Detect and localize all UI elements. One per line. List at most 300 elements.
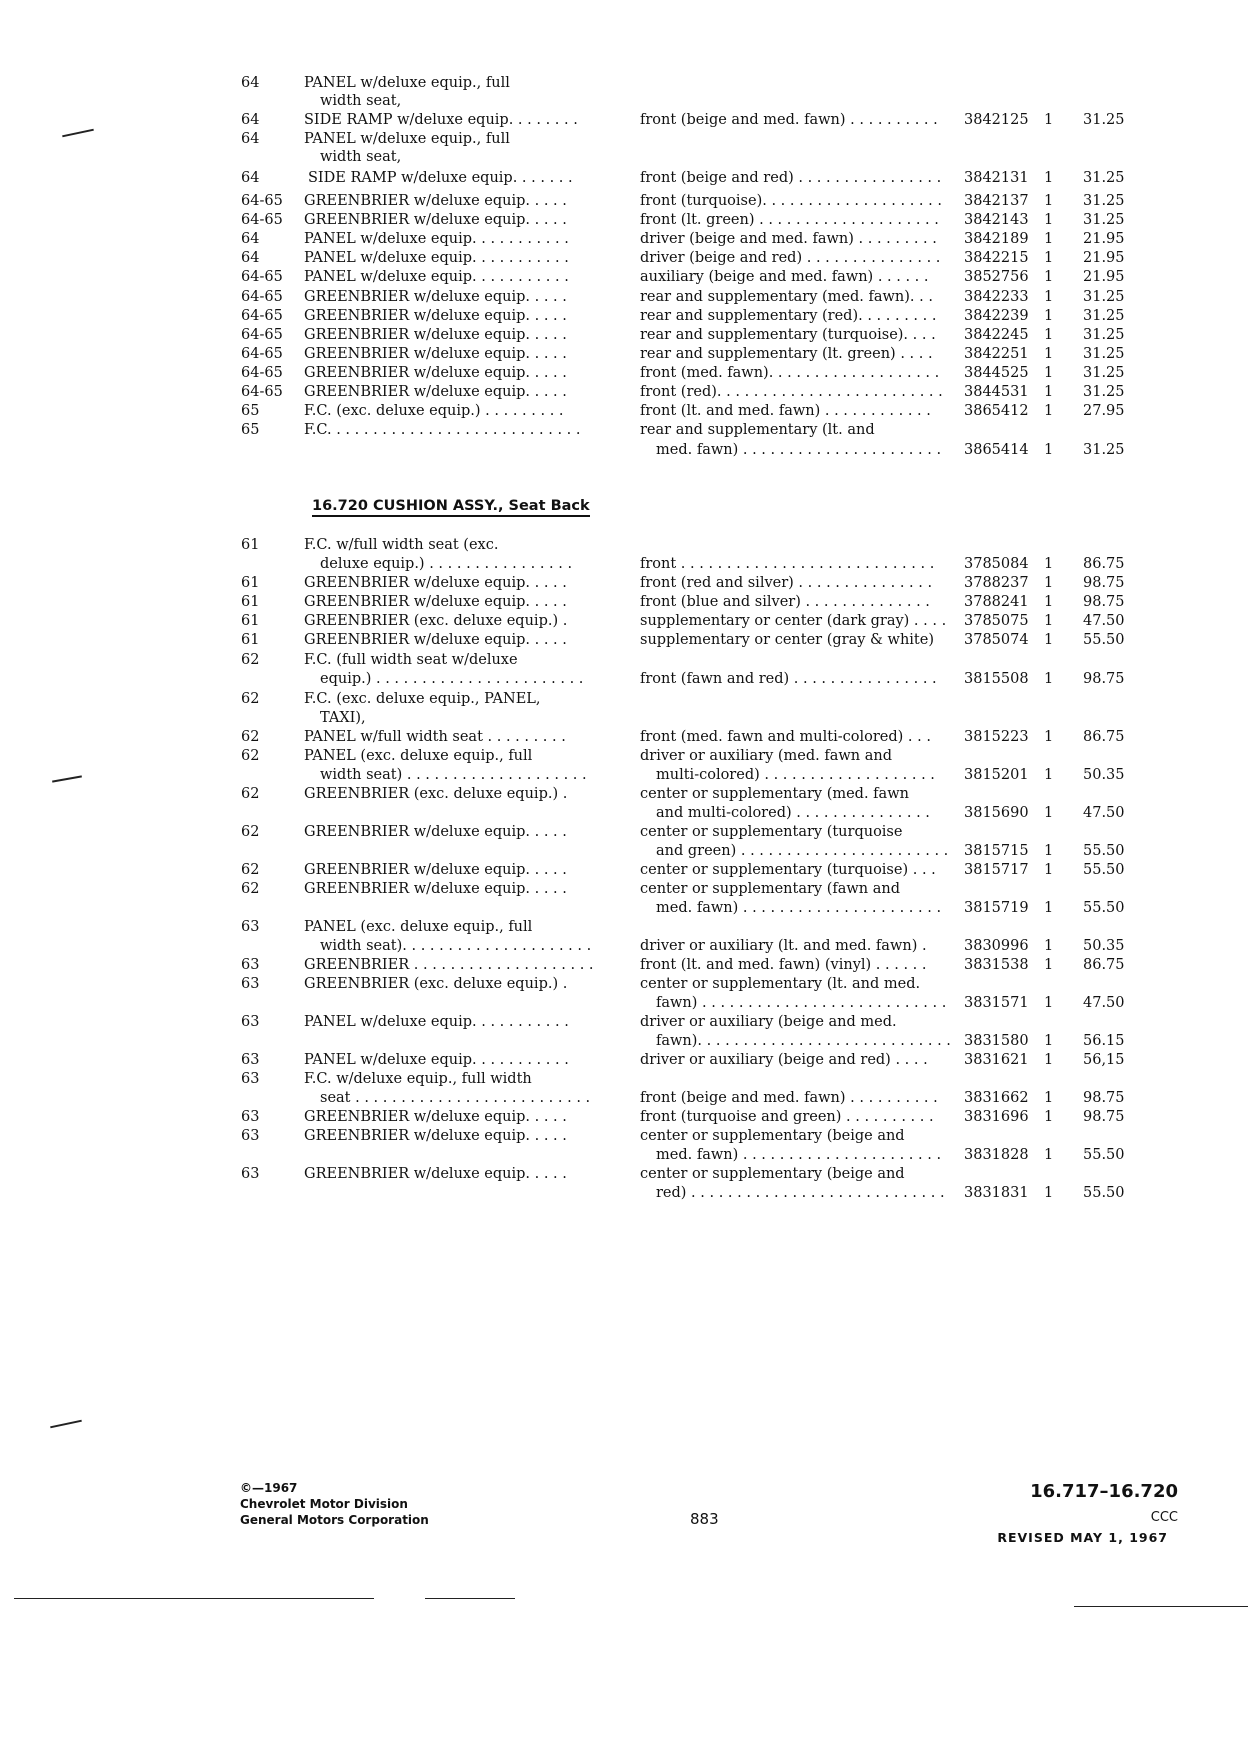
description: front (turquoise and green) . . . . . . . . . . bbox=[640, 1109, 934, 1125]
price: 47.50 bbox=[1083, 613, 1125, 629]
description: rear and supplementary (med. fawn). . . bbox=[640, 289, 933, 305]
table-row bbox=[0, 956, 1248, 976]
price: 31.25 bbox=[1083, 308, 1125, 324]
price: 50.35 bbox=[1083, 938, 1125, 954]
part-number: 3815201 bbox=[964, 767, 1029, 783]
price: 21.95 bbox=[1083, 269, 1125, 285]
description: supplementary or center (dark gray) . . . . bbox=[640, 613, 947, 629]
price: 98.75 bbox=[1083, 671, 1125, 687]
table-row bbox=[0, 747, 1248, 767]
year: 64-65 bbox=[241, 193, 283, 209]
part-number: 3831831 bbox=[964, 1185, 1029, 1201]
year: 63 bbox=[241, 919, 260, 935]
revised-date: REVISED MAY 1, 1967 bbox=[997, 1530, 1168, 1545]
year: 63 bbox=[241, 976, 260, 992]
model: PANEL (exc. deluxe equip., full bbox=[304, 919, 533, 935]
part-number: 3831580 bbox=[964, 1033, 1029, 1049]
description: front (lt. green) . . . . . . . . . . . . . . . . . . . . bbox=[640, 212, 939, 228]
year: 64-65 bbox=[241, 384, 283, 400]
description-cont: med. fawn) . . . . . . . . . . . . . . . . . . . . . . bbox=[656, 1147, 942, 1163]
price: 31.25 bbox=[1083, 327, 1125, 343]
price: 86.75 bbox=[1083, 556, 1125, 572]
table-row bbox=[0, 249, 1248, 269]
publisher-block bbox=[240, 1480, 429, 1528]
year: 62 bbox=[241, 862, 260, 878]
table-row bbox=[0, 728, 1248, 748]
table-row bbox=[0, 1108, 1248, 1128]
model: GREENBRIER w/deluxe equip. . . . . bbox=[304, 594, 567, 610]
year: 64-65 bbox=[241, 327, 283, 343]
price: 31.25 bbox=[1083, 289, 1125, 305]
price: 50.35 bbox=[1083, 767, 1125, 783]
year: 63 bbox=[241, 1071, 260, 1087]
table-row-cont bbox=[0, 148, 1248, 168]
part-number: 3815223 bbox=[964, 729, 1029, 745]
description: rear and supplementary (lt. green) . . . . bbox=[640, 346, 933, 362]
year: 61 bbox=[241, 537, 260, 553]
description-cont: fawn). . . . . . . . . . . . . . . . . . . . . . . . . . . . bbox=[656, 1033, 951, 1049]
model: PANEL w/deluxe equip. . . . . . . . . . . bbox=[304, 269, 569, 285]
price: 31.25 bbox=[1083, 365, 1125, 381]
table-row-cont bbox=[0, 804, 1248, 824]
description: front (red and silver) . . . . . . . . . . . . . . . bbox=[640, 575, 933, 591]
corporation: General Motors Corporation bbox=[240, 1513, 429, 1527]
price: 55.50 bbox=[1083, 1185, 1125, 1201]
description: front (beige and med. fawn) . . . . . . . . . . bbox=[640, 1090, 938, 1106]
table-row-cont bbox=[0, 1146, 1248, 1166]
description: front (turquoise). . . . . . . . . . . . . . . . . . . . bbox=[640, 193, 942, 209]
description: center or supplementary (med. fawn bbox=[640, 786, 909, 802]
model: PANEL (exc. deluxe equip., full bbox=[304, 748, 533, 764]
quantity: 1 bbox=[1044, 289, 1054, 305]
quantity: 1 bbox=[1044, 112, 1054, 128]
quantity: 1 bbox=[1044, 594, 1054, 610]
table-row bbox=[0, 1013, 1248, 1033]
quantity: 1 bbox=[1044, 403, 1054, 419]
part-number: 3842251 bbox=[964, 346, 1029, 362]
description: center or supplementary (turquoise bbox=[640, 824, 903, 840]
description: driver (beige and med. fawn) . . . . . . . . . bbox=[640, 231, 937, 247]
quantity: 1 bbox=[1044, 938, 1054, 954]
quantity: 1 bbox=[1044, 250, 1054, 266]
price: 55.50 bbox=[1083, 862, 1125, 878]
part-number: 3785074 bbox=[964, 632, 1029, 648]
table-row bbox=[0, 421, 1248, 441]
quantity: 1 bbox=[1044, 327, 1054, 343]
part-number: 3788241 bbox=[964, 594, 1029, 610]
year: 61 bbox=[241, 613, 260, 629]
year: 62 bbox=[241, 786, 260, 802]
table-row bbox=[0, 861, 1248, 881]
part-number: 3785075 bbox=[964, 613, 1029, 629]
year: 64-65 bbox=[241, 308, 283, 324]
description-cont: and multi-colored) . . . . . . . . . . . . . . . bbox=[656, 805, 930, 821]
year: 64 bbox=[241, 75, 260, 91]
price: 47.50 bbox=[1083, 995, 1125, 1011]
quantity: 1 bbox=[1044, 862, 1054, 878]
model: GREENBRIER w/deluxe equip. . . . . bbox=[304, 289, 567, 305]
model: GREENBRIER w/deluxe equip. . . . . bbox=[304, 327, 567, 343]
price: 31.25 bbox=[1083, 384, 1125, 400]
copyright: ©—1967 bbox=[240, 1481, 298, 1495]
model: SIDE RAMP w/deluxe equip. . . . . . . . bbox=[304, 112, 578, 128]
model-cont: width seat, bbox=[320, 149, 402, 165]
table-row bbox=[0, 1051, 1248, 1071]
year: 63 bbox=[241, 1052, 260, 1068]
part-number: 3844531 bbox=[964, 384, 1029, 400]
model: GREENBRIER w/deluxe equip. . . . . bbox=[304, 1128, 567, 1144]
quantity: 1 bbox=[1044, 1185, 1054, 1201]
model: GREENBRIER (exc. deluxe equip.) . bbox=[304, 976, 568, 992]
model: GREENBRIER w/deluxe equip. . . . . bbox=[304, 384, 567, 400]
quantity: 1 bbox=[1044, 729, 1054, 745]
quantity: 1 bbox=[1044, 231, 1054, 247]
part-number: 3788237 bbox=[964, 575, 1029, 591]
table-row bbox=[0, 1127, 1248, 1147]
table-row bbox=[0, 192, 1248, 212]
year: 62 bbox=[241, 729, 260, 745]
table-row-cont bbox=[0, 899, 1248, 919]
year: 65 bbox=[241, 403, 260, 419]
price: 56.15 bbox=[1083, 1033, 1125, 1049]
description: front (fawn and red) . . . . . . . . . . . . . . . . bbox=[640, 671, 937, 687]
part-number: 3831621 bbox=[964, 1052, 1029, 1068]
part-number: 3865412 bbox=[964, 403, 1029, 419]
table-row-cont bbox=[0, 709, 1248, 729]
rule-line bbox=[14, 1598, 374, 1599]
model: GREENBRIER w/deluxe equip. . . . . bbox=[304, 308, 567, 324]
price: 21.95 bbox=[1083, 231, 1125, 247]
part-number: 3842131 bbox=[964, 170, 1029, 186]
description: front (med. fawn). . . . . . . . . . . . . . . . . . . bbox=[640, 365, 940, 381]
description: rear and supplementary (red). . . . . . . . . bbox=[640, 308, 937, 324]
description-cont: and green) . . . . . . . . . . . . . . . . . . . . . . . bbox=[656, 843, 949, 859]
part-number: 3842245 bbox=[964, 327, 1029, 343]
description: driver (beige and red) . . . . . . . . . . . . . . . bbox=[640, 250, 941, 266]
model: PANEL w/full width seat . . . . . . . . . bbox=[304, 729, 566, 745]
description: driver or auxiliary (lt. and med. fawn) . bbox=[640, 938, 927, 954]
description: front (beige and red) . . . . . . . . . . . . . . . . bbox=[640, 170, 942, 186]
table-row bbox=[0, 326, 1248, 346]
model: F.C. (full width seat w/deluxe bbox=[304, 652, 518, 668]
model-cont: width seat). . . . . . . . . . . . . . . . . . . . . bbox=[320, 938, 592, 954]
table-row bbox=[0, 975, 1248, 995]
rule-line bbox=[425, 1598, 515, 1599]
year: 64 bbox=[241, 250, 260, 266]
description-cont: med. fawn) . . . . . . . . . . . . . . . . . . . . . . bbox=[656, 442, 942, 458]
part-number: 3842215 bbox=[964, 250, 1029, 266]
model: GREENBRIER (exc. deluxe equip.) . bbox=[304, 786, 568, 802]
part-number: 3842239 bbox=[964, 308, 1029, 324]
price: 86.75 bbox=[1083, 729, 1125, 745]
price: 98.75 bbox=[1083, 594, 1125, 610]
quantity: 1 bbox=[1044, 170, 1054, 186]
year: 64-65 bbox=[241, 365, 283, 381]
model: GREENBRIER w/deluxe equip. . . . . bbox=[304, 575, 567, 591]
model: F.C. w/full width seat (exc. bbox=[304, 537, 499, 553]
description: rear and supplementary (lt. and bbox=[640, 422, 875, 438]
table-row bbox=[0, 383, 1248, 403]
table-row bbox=[0, 74, 1248, 94]
table-row-cont bbox=[0, 441, 1248, 461]
year: 64 bbox=[241, 170, 260, 186]
quantity: 1 bbox=[1044, 995, 1054, 1011]
table-row-cont bbox=[0, 92, 1248, 112]
model: GREENBRIER w/deluxe equip. . . . . bbox=[304, 365, 567, 381]
section-range: 16.717–16.720 bbox=[1030, 1481, 1178, 1502]
quantity: 1 bbox=[1044, 193, 1054, 209]
model: SIDE RAMP w/deluxe equip. . . . . . . bbox=[308, 170, 573, 186]
year: 63 bbox=[241, 1014, 260, 1030]
description: driver or auxiliary (beige and med. bbox=[640, 1014, 897, 1030]
model: F.C. (exc. deluxe equip., PANEL, bbox=[304, 691, 541, 707]
part-number: 3842189 bbox=[964, 231, 1029, 247]
price: 31.25 bbox=[1083, 442, 1125, 458]
table-row bbox=[0, 823, 1248, 843]
description-cont: multi-colored) . . . . . . . . . . . . . . . . . . . bbox=[656, 767, 935, 783]
table-row bbox=[0, 345, 1248, 365]
year: 63 bbox=[241, 957, 260, 973]
description: front (lt. and med. fawn) (vinyl) . . . . . . bbox=[640, 957, 927, 973]
year: 64-65 bbox=[241, 269, 283, 285]
year: 64-65 bbox=[241, 212, 283, 228]
scan-mark bbox=[50, 1420, 82, 1429]
description: driver or auxiliary (med. fawn and bbox=[640, 748, 893, 764]
price: 56,15 bbox=[1083, 1052, 1125, 1068]
table-row bbox=[0, 130, 1248, 150]
model: GREENBRIER w/deluxe equip. . . . . bbox=[304, 193, 567, 209]
page-number: 883 bbox=[690, 1510, 719, 1528]
description-cont: red) . . . . . . . . . . . . . . . . . . . . . . . . . . . . bbox=[656, 1185, 945, 1201]
table-row bbox=[0, 364, 1248, 384]
quantity: 1 bbox=[1044, 346, 1054, 362]
description: center or supplementary (fawn and bbox=[640, 881, 900, 897]
model: GREENBRIER w/deluxe equip. . . . . bbox=[304, 824, 567, 840]
quantity: 1 bbox=[1044, 1147, 1054, 1163]
model: GREENBRIER w/deluxe equip. . . . . bbox=[304, 346, 567, 362]
quantity: 1 bbox=[1044, 1033, 1054, 1049]
description: front (red). . . . . . . . . . . . . . . . . . . . . . . . . bbox=[640, 384, 943, 400]
part-number: 3831696 bbox=[964, 1109, 1029, 1125]
table-row bbox=[0, 651, 1248, 671]
table-row bbox=[0, 574, 1248, 594]
description: front (lt. and med. fawn) . . . . . . . . . . . . bbox=[640, 403, 931, 419]
part-number: 3785084 bbox=[964, 556, 1029, 572]
description: center or supplementary (beige and bbox=[640, 1128, 905, 1144]
year: 64 bbox=[241, 112, 260, 128]
model-cont: width seat, bbox=[320, 93, 402, 109]
table-row bbox=[0, 631, 1248, 651]
part-number: 3831571 bbox=[964, 995, 1029, 1011]
year: 65 bbox=[241, 422, 260, 438]
year: 64-65 bbox=[241, 289, 283, 305]
table-row bbox=[0, 1070, 1248, 1090]
table-row bbox=[0, 169, 1248, 189]
model: PANEL w/deluxe equip. . . . . . . . . . . bbox=[304, 250, 569, 266]
quantity: 1 bbox=[1044, 1052, 1054, 1068]
description: center or supplementary (beige and bbox=[640, 1166, 905, 1182]
table-row-cont bbox=[0, 555, 1248, 575]
model: GREENBRIER w/deluxe equip. . . . . bbox=[304, 632, 567, 648]
quantity: 1 bbox=[1044, 1090, 1054, 1106]
model: PANEL w/deluxe equip. . . . . . . . . . . bbox=[304, 1052, 569, 1068]
table-row bbox=[0, 918, 1248, 938]
year: 62 bbox=[241, 691, 260, 707]
part-number: 3842233 bbox=[964, 289, 1029, 305]
price: 55.50 bbox=[1083, 843, 1125, 859]
model: GREENBRIER w/deluxe equip. . . . . bbox=[304, 862, 567, 878]
table-row bbox=[0, 593, 1248, 613]
price: 27.95 bbox=[1083, 403, 1125, 419]
price: 86.75 bbox=[1083, 957, 1125, 973]
part-number: 3831538 bbox=[964, 957, 1029, 973]
year: 61 bbox=[241, 594, 260, 610]
price: 55.50 bbox=[1083, 900, 1125, 916]
table-row bbox=[0, 402, 1248, 422]
section-heading: 16.720 CUSHION ASSY., Seat Back bbox=[312, 498, 590, 517]
model-cont: equip.) . . . . . . . . . . . . . . . . . . . . . . . bbox=[320, 671, 584, 687]
year: 64-65 bbox=[241, 346, 283, 362]
quantity: 1 bbox=[1044, 671, 1054, 687]
model: PANEL w/deluxe equip. . . . . . . . . . . bbox=[304, 231, 569, 247]
description: rear and supplementary (turquoise). . . . bbox=[640, 327, 936, 343]
part-number: 3815719 bbox=[964, 900, 1029, 916]
model-cont: seat . . . . . . . . . . . . . . . . . . . . . . . . . . bbox=[320, 1090, 591, 1106]
model: F.C. (exc. deluxe equip.) . . . . . . . . . bbox=[304, 403, 564, 419]
model: GREENBRIER (exc. deluxe equip.) . bbox=[304, 613, 568, 629]
table-row bbox=[0, 785, 1248, 805]
quantity: 1 bbox=[1044, 1109, 1054, 1125]
quantity: 1 bbox=[1044, 556, 1054, 572]
quantity: 1 bbox=[1044, 613, 1054, 629]
part-number: 3815508 bbox=[964, 671, 1029, 687]
quantity: 1 bbox=[1044, 843, 1054, 859]
model: GREENBRIER . . . . . . . . . . . . . . . . . . . . bbox=[304, 957, 594, 973]
quantity: 1 bbox=[1044, 575, 1054, 591]
model: GREENBRIER w/deluxe equip. . . . . bbox=[304, 212, 567, 228]
model-cont: TAXI), bbox=[320, 710, 366, 726]
quantity: 1 bbox=[1044, 212, 1054, 228]
price: 98.75 bbox=[1083, 1109, 1125, 1125]
quantity: 1 bbox=[1044, 805, 1054, 821]
table-row-cont bbox=[0, 1089, 1248, 1109]
table-row-cont bbox=[0, 937, 1248, 957]
description: supplementary or center (gray & white) bbox=[640, 632, 934, 648]
model: PANEL w/deluxe equip., full bbox=[304, 75, 510, 91]
description: front (beige and med. fawn) . . . . . . . . . . bbox=[640, 112, 938, 128]
year: 62 bbox=[241, 652, 260, 668]
price: 98.75 bbox=[1083, 1090, 1125, 1106]
price: 31.25 bbox=[1083, 170, 1125, 186]
part-number: 3831828 bbox=[964, 1147, 1029, 1163]
model: GREENBRIER w/deluxe equip. . . . . bbox=[304, 881, 567, 897]
part-number: 3815715 bbox=[964, 843, 1029, 859]
quantity: 1 bbox=[1044, 900, 1054, 916]
part-number: 3815717 bbox=[964, 862, 1029, 878]
quantity: 1 bbox=[1044, 442, 1054, 458]
price: 55.50 bbox=[1083, 632, 1125, 648]
code: CCC bbox=[1150, 1510, 1178, 1525]
table-row bbox=[0, 211, 1248, 231]
table-row bbox=[0, 307, 1248, 327]
year: 63 bbox=[241, 1166, 260, 1182]
description: front (med. fawn and multi-colored) . . . bbox=[640, 729, 931, 745]
table-row bbox=[0, 230, 1248, 250]
price: 31.25 bbox=[1083, 112, 1125, 128]
quantity: 1 bbox=[1044, 269, 1054, 285]
quantity: 1 bbox=[1044, 308, 1054, 324]
year: 62 bbox=[241, 881, 260, 897]
table-row-cont bbox=[0, 842, 1248, 862]
description: center or supplementary (turquoise) . . . bbox=[640, 862, 936, 878]
price: 47.50 bbox=[1083, 805, 1125, 821]
quantity: 1 bbox=[1044, 365, 1054, 381]
model-cont: deluxe equip.) . . . . . . . . . . . . . . . . bbox=[320, 556, 573, 572]
description: center or supplementary (lt. and med. bbox=[640, 976, 921, 992]
year: 62 bbox=[241, 748, 260, 764]
table-row bbox=[0, 690, 1248, 710]
part-number: 3842143 bbox=[964, 212, 1029, 228]
table-row-cont bbox=[0, 994, 1248, 1014]
division: Chevrolet Motor Division bbox=[240, 1497, 408, 1511]
year: 64 bbox=[241, 231, 260, 247]
part-number: 3830996 bbox=[964, 938, 1029, 954]
table-row-cont bbox=[0, 670, 1248, 690]
quantity: 1 bbox=[1044, 384, 1054, 400]
part-number: 3844525 bbox=[964, 365, 1029, 381]
description: auxiliary (beige and med. fawn) . . . . . . bbox=[640, 269, 929, 285]
table-row bbox=[0, 288, 1248, 308]
part-number: 3842137 bbox=[964, 193, 1029, 209]
quantity: 1 bbox=[1044, 957, 1054, 973]
table-row bbox=[0, 111, 1248, 131]
year: 64 bbox=[241, 131, 260, 147]
price: 31.25 bbox=[1083, 193, 1125, 209]
model: GREENBRIER w/deluxe equip. . . . . bbox=[304, 1109, 567, 1125]
description: driver or auxiliary (beige and red) . . . . bbox=[640, 1052, 928, 1068]
quantity: 1 bbox=[1044, 632, 1054, 648]
quantity: 1 bbox=[1044, 767, 1054, 783]
model: PANEL w/deluxe equip., full bbox=[304, 131, 510, 147]
description-cont: fawn) . . . . . . . . . . . . . . . . . . . . . . . . . . . bbox=[656, 995, 947, 1011]
model: F.C. . . . . . . . . . . . . . . . . . . . . . . . . . . . bbox=[304, 422, 581, 438]
price: 55.50 bbox=[1083, 1147, 1125, 1163]
description: front (blue and silver) . . . . . . . . . . . . . . bbox=[640, 594, 930, 610]
table-row-cont bbox=[0, 1184, 1248, 1204]
description-cont: med. fawn) . . . . . . . . . . . . . . . . . . . . . . bbox=[656, 900, 942, 916]
year: 61 bbox=[241, 632, 260, 648]
year: 61 bbox=[241, 575, 260, 591]
price: 31.25 bbox=[1083, 346, 1125, 362]
price: 31.25 bbox=[1083, 212, 1125, 228]
part-number: 3865414 bbox=[964, 442, 1029, 458]
model: GREENBRIER w/deluxe equip. . . . . bbox=[304, 1166, 567, 1182]
price: 21.95 bbox=[1083, 250, 1125, 266]
year: 63 bbox=[241, 1128, 260, 1144]
table-row bbox=[0, 880, 1248, 900]
price: 98.75 bbox=[1083, 575, 1125, 591]
table-row-cont bbox=[0, 766, 1248, 786]
part-number: 3815690 bbox=[964, 805, 1029, 821]
part-number: 3852756 bbox=[964, 269, 1029, 285]
part-number: 3842125 bbox=[964, 112, 1029, 128]
year: 62 bbox=[241, 824, 260, 840]
rule-line bbox=[1074, 1606, 1248, 1607]
table-row bbox=[0, 268, 1248, 288]
description: front . . . . . . . . . . . . . . . . . . . . . . . . . . . . bbox=[640, 556, 935, 572]
part-number: 3831662 bbox=[964, 1090, 1029, 1106]
model-cont: width seat) . . . . . . . . . . . . . . . . . . . . bbox=[320, 767, 587, 783]
